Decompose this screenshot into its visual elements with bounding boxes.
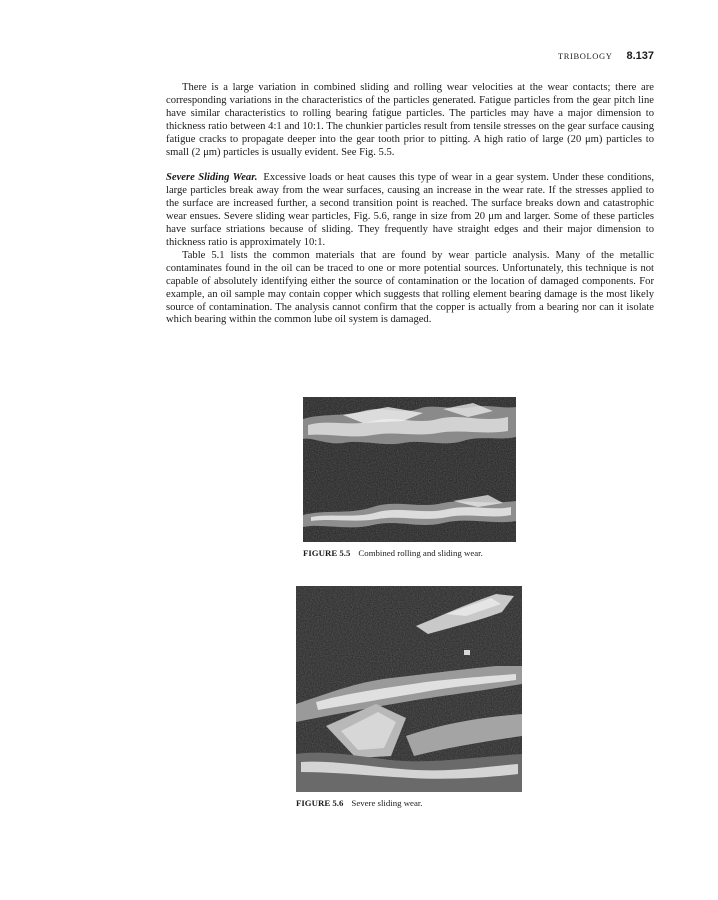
figure-5-6-caption-text: Severe sliding wear. (351, 798, 423, 808)
running-head (558, 50, 654, 62)
paragraph-table-reference: Table 5.1 lists the common materials that are found by wear particle analysis. Many of the metallic contaminates found in the oil can be traced to one or more potential sources. Unfortunately, this technique is not capable of absolutely identifying either the source of contamination or the location of damaged components. For example, an oil sample may contain copper which suggests that rolling element bearing damage is the most likely source of contamination. The analysis cannot confirm that the copper is actually from a bearing nor can it isolate which bearing within the common lube oil system is damaged. (166, 249, 654, 326)
figure-5-5 (303, 397, 516, 558)
figure-5-5-caption-text: Combined rolling and sliding wear. (358, 548, 483, 558)
figure-5-5-caption (303, 548, 516, 558)
micrograph-rolling-sliding-wear (303, 397, 516, 542)
micrograph-severe-sliding-wear (296, 586, 522, 792)
paragraph-wear-velocities: There is a large variation in combined sliding and rolling wear velocities at the wear contacts; there are corresponding variations in the characteristics of the particles generated. Fatigue particles from the gear pitch line have similar characteristics to rolling bearing fatigue particles. The particles may have a major dimension to thickness ratio between 4:1 and 10:1. The chunkier particles result from tensile stresses on the gear surface causing fatigue cracks to propagate deeper into the gear tooth prior to pitting. A high ratio of large (20 μm) particles to small (2 μm) particles is usually evident. See Fig. 5.5. (166, 82, 654, 158)
paragraph-severe-sliding-text: Excessive loads or heat causes this type of wear in a gear system. Under these conditions, large particles break away from the wear surfaces, causing an increase in the wear rate. If the stresses applied to the surface are increased further, a second transition point is reached. The surface breaks down and catastrophic wear ensues. Severe sliding wear particles, Fig. 5.6, range in size from 20 μm and larger. Some of these particles have surface striations because of sliding. They frequently have straight edges and their major dimension to thickness ratio is approximately 10:1. (166, 172, 655, 248)
figure-5-6-label: FIGURE 5.6 (296, 798, 344, 808)
body-text (166, 82, 654, 327)
figure-5-6-caption (296, 798, 522, 808)
page-number: 8.137 (626, 50, 654, 62)
figure-5-5-label: FIGURE 5.5 (303, 548, 351, 558)
run-in-heading: Severe Sliding Wear. (166, 172, 258, 184)
paragraph-severe-sliding-wear (166, 172, 654, 249)
figure-5-6 (296, 586, 522, 808)
running-head-section: TRIBOLOGY (557, 51, 613, 61)
